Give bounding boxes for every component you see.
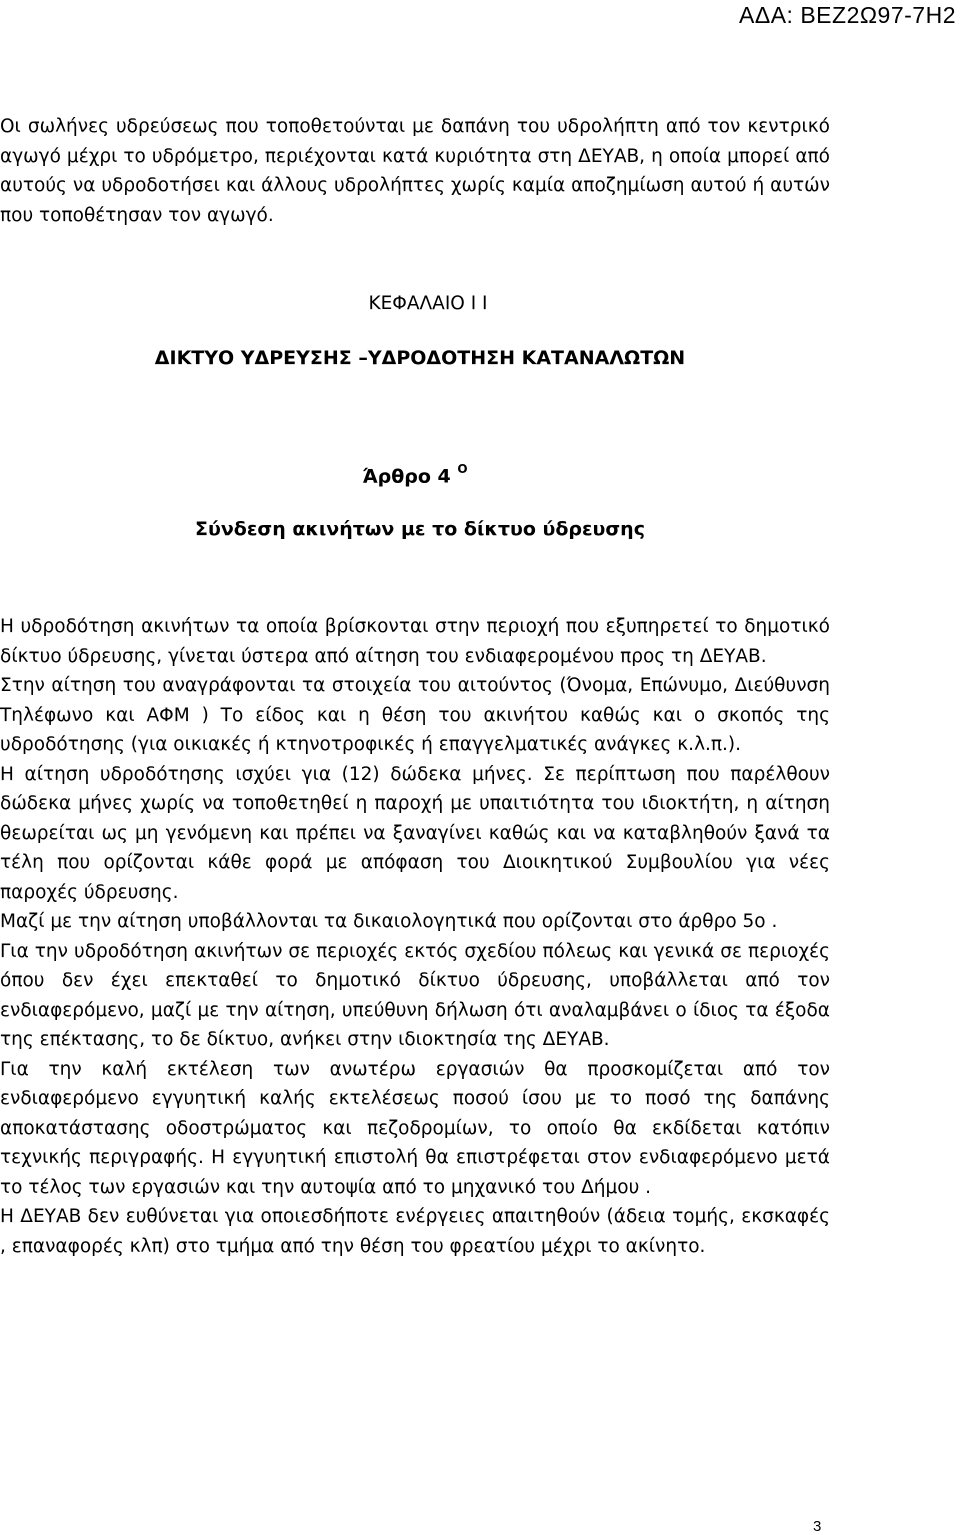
ada-code: ΑΔΑ: ΒΕΖ2Ω97-7Η2	[739, 2, 956, 28]
paragraph-2: Στην αίτηση του αναγράφονται τα στοιχεία του αιτούντος (Όνομα, Επώνυμο, Διεύθυνση Τηλέφωνο και ΑΦΜ ) Το είδος και η θέση του ακινήτου καθώς και ο σκοπός της υδροδότησης (για οικιακές ή κτηνοτροφικές ή επαγγελματικές ανάγκες κ.λ.π.).	[0, 675, 830, 756]
paragraph-5: Για την υδροδότηση ακινήτων σε περιοχές εκτός σχεδίου πόλεως και γενικά σε περιοχές όπου δεν έχει επεκταθεί το δημοτικό δίκτυο ύδρευσης, υποβάλλεται από τον ενδιαφερόμενο, μαζί με την αίτηση, υπεύθυνη δήλωση ότι αναλαμβάνει ο ίδιος τα έξοδα της επέκτασης, το δε δίκτυο, ανήκει στην ιδιοκτησία της ΔΕΥΑΒ.	[0, 940, 830, 1051]
article-heading	[0, 457, 830, 490]
chapter-label: ΚΕΦΑΛΑΙΟ Ι Ι	[368, 293, 488, 314]
paragraph-4: Μαζί με την αίτηση υποβάλλονται τα δικαιολογητικά που ορίζονται στο άρθρο 5ο .	[0, 911, 778, 933]
paragraph-3: Η αίτηση υδροδότησης ισχύει για (12) δώδεκα μήνες. Σε περίπτωση που παρέλθουν δώδεκα μήνες χωρίς να τοποθετηθεί η παροχή με υπαιτιότητα του ιδιοκτήτη, η αίτηση θεωρείται ως μη γενόμενη και πρέπει να ξαναγίνει καθώς και να καταβληθούν ξανά τα τέλη που ορίζονται κάθε φορά με απόφαση του Διοικητικού Συμβουλίου για νέες παροχές ύδρευσης.	[0, 763, 830, 903]
article-label: Άρθρο 4	[362, 465, 451, 488]
paragraph-6: Για την καλή εκτέλεση των ανωτέρω εργασιών θα προσκομίζεται από τον ενδιαφερόμενο εγγυητική καλής εκτελέσεως ποσού ίσου με το ποσό της δαπάνης αποκατάστασης οδοστρώματος και πεζοδρομίων, το οποίο θα εκδίδεται κατόπιν τεχνικής περιγραφής. Η εγγυητική επιστολή θα επιστρέφεται στον ενδιαφερόμενο μετά το τέλος των εργασιών και την αυτοψία από το μηχανικό του Δήμου .	[0, 1058, 830, 1198]
document-page	[0, 112, 830, 1261]
intro-paragraph: Οι σωλήνες υδρεύσεως που τοποθετούνται με δαπάνη του υδρολήπτη από τον κεντρικό αγωγό μέχρι το υδρόμετρο, περιέχονται κατά κυριότητα στη ΔΕΥΑΒ, η οποία μπορεί από αυτούς να υδροδοτήσει και άλλους υδρολήπτες χωρίς καμία αποζημίωση αυτού ή αυτών που τοποθέτησαν τον αγωγό.	[0, 116, 830, 226]
page-number: 3	[813, 1518, 822, 1535]
paragraph-1: Η υδροδότηση ακινήτων τα οποία βρίσκονται στην περιοχή που εξυπηρετεί το δημοτικό δίκτυο ύδρευσης, γίνεται ύστερα από αίτηση του ενδιαφερομένου προς τη ΔΕΥΑΒ.	[0, 616, 830, 667]
article-title: Σύνδεση ακινήτων με το δίκτυο ύδρευσης	[195, 518, 645, 541]
article-body	[0, 612, 830, 1261]
chapter-title: ΔΙΚΤΥΟ ΥΔΡΕΥΣΗΣ –ΥΔΡΟΔΟΤΗΣΗ ΚΑΤΑΝΑΛΩΤΩΝ	[154, 347, 686, 369]
article-superscript: Ο	[457, 462, 468, 476]
paragraph-7: Η ΔΕΥΑΒ δεν ευθύνεται για οποιεσδήποτε ενέργειες απαιτηθούν (άδεια τομής, εκσκαφές , επαναφορές κλπ) στο τμήμα από την θέση του φρεατίου μέχρι το ακίνητο.	[0, 1206, 830, 1257]
